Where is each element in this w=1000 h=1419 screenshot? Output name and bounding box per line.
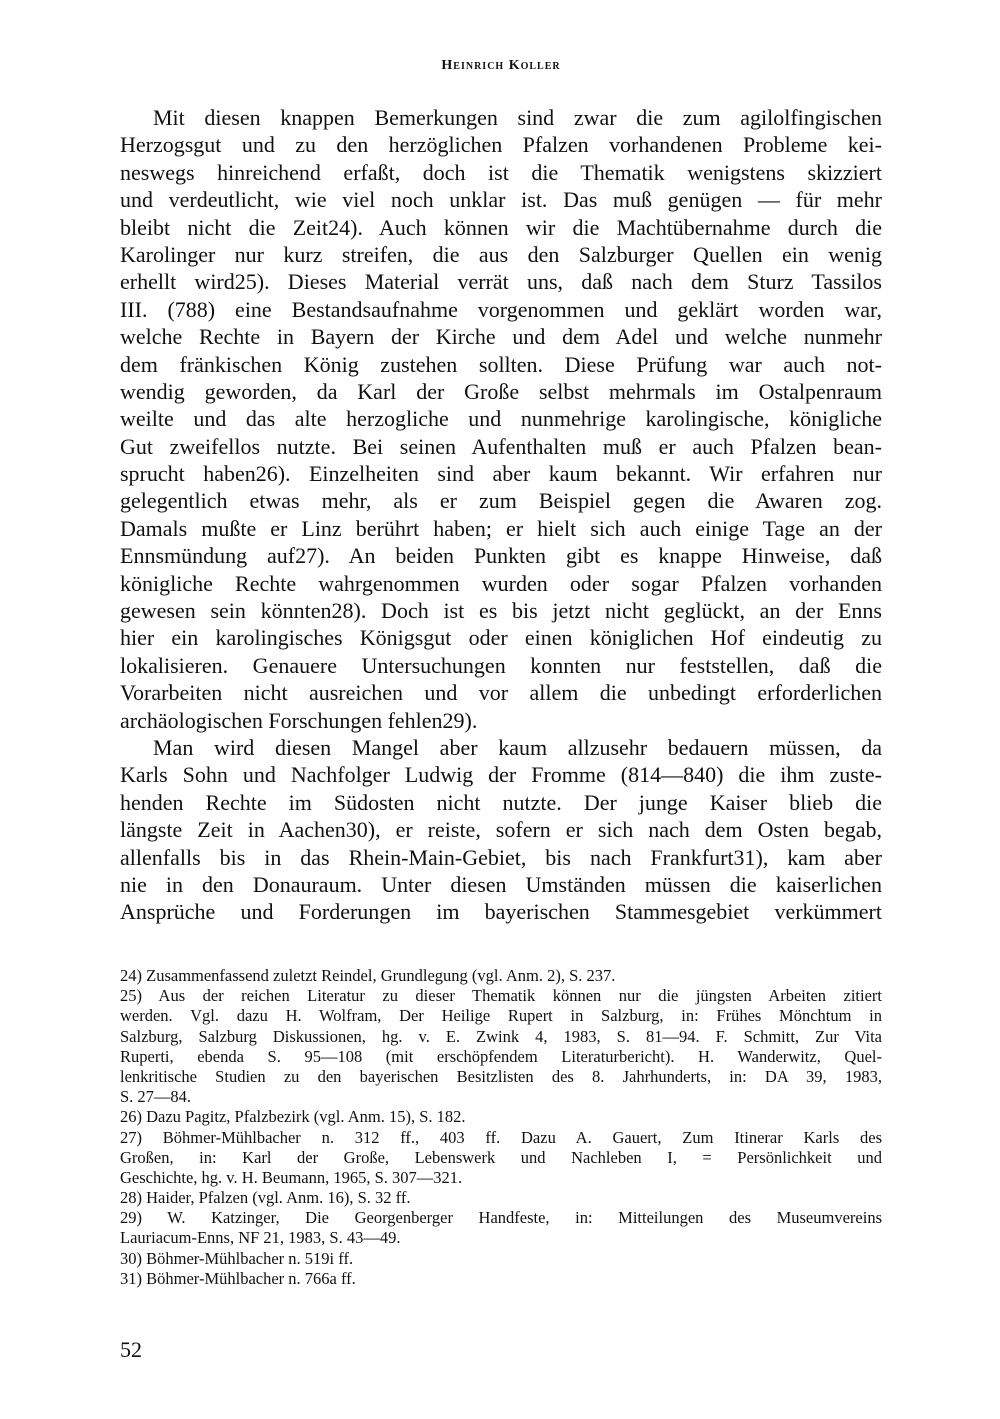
text-line: Ansprüche und Forderungen im bayerischen Stammesgebiet verkümmert (120, 899, 882, 925)
text-line: nie in den Donauraum. Unter diesen Umständen müssen die kaiserlichen (120, 871, 882, 897)
footnote-30: 30) Böhmer-Mühlbacher n. 519i ff. (120, 1248, 354, 1268)
footnote-line: Geschichte, hg. v. H. Beumann, 1965, S. 307—321. (120, 1167, 463, 1187)
text-line: III. (788) eine Bestandsaufnahme vorgenommen und geklärt worden war, (120, 296, 882, 322)
text-line: Karolinger nur kurz streifen, die aus den Salzburger Quellen ein wenig (120, 241, 882, 267)
footnote-31: 31) Böhmer-Mühlbacher n. 766a ff. (120, 1268, 356, 1288)
text-line: wendig geworden, da Karl der Große selbst mehrmals im Ostalpenraum (120, 378, 882, 404)
footnote-line: S. 27—84. (120, 1087, 192, 1107)
footnote-29: 29) W. Katzinger, Die Georgenberger Handfeste, in: Mitteilungen des Museumvereins (120, 1208, 882, 1228)
text-line: Mit diesen knappen Bemerkungen sind zwar die zum agilolfingischen (153, 105, 882, 130)
footnote-27: 27) Böhmer-Mühlbacher n. 312 ff., 403 ff. Dazu A. Gauert, Zum Itinerar Karls des (120, 1127, 882, 1147)
text-line: Karls Sohn und Nachfolger Ludwig der Fromme (814—840) die ihm zuste- (120, 762, 882, 788)
footnote-line: lenkritische Studien zu den bayerischen Besitzlisten des 8. Jahrhunderts, in: DA 39, 1983, (120, 1066, 882, 1086)
text-line: längste Zeit in Aachen30), er reiste, sofern er sich nach dem Osten begab, (120, 817, 882, 843)
text-line: Man wird diesen Mangel aber kaum allzusehr bedauern müssen, da (153, 734, 882, 760)
text-line: henden Rechte im Südosten nicht nutzte. Der junge Kaiser blieb die (120, 789, 882, 815)
text-line: sprucht haben26). Einzelheiten sind aber kaum bekannt. Wir erfahren nur (120, 461, 882, 487)
text-line: Gut zweifellos nutzte. Bei seinen Aufenthalten muß er auch Pfalzen bean- (120, 433, 882, 459)
footnote-line: Ruperti, ebenda S. 95—108 (mit erschöpfendem Literaturbericht). H. Wanderwitz, Quel- (120, 1046, 882, 1066)
page (120, 0, 882, 1419)
text-line: dem fränkischen König zustehen sollten. Diese Prüfung war auch not- (120, 351, 882, 377)
text-line: Ennsmündung auf27). An beiden Punkten gibt es knappe Hinweise, daß (120, 543, 882, 569)
footnote-line: Großen, in: Karl der Große, Lebenswerk und Nachleben I, = Persönlichkeit und (120, 1147, 882, 1167)
footnote-line: Lauriacum-Enns, NF 21, 1983, S. 43—49. (120, 1228, 401, 1248)
text-line: archäologischen Forschungen fehlen29). (120, 707, 478, 733)
text-line: gelegentlich etwas mehr, als er zum Beispiel gegen die Awaren zog. (120, 488, 882, 514)
text-line: und verdeutlicht, wie viel noch unklar ist. Das muß genügen — für mehr (120, 187, 882, 213)
footnote-26: 26) Dazu Pagitz, Pfalzbezirk (vgl. Anm. 15), S. 182. (120, 1107, 466, 1127)
text-line: lokalisieren. Genauere Untersuchungen konnten nur feststellen, daß die (120, 652, 882, 678)
text-line: welche Rechte in Bayern der Kirche und dem Adel und welche nunmehr (120, 324, 882, 350)
text-line: gewesen sein könnten28). Doch ist es bis jetzt nicht geglückt, an der Enns (120, 598, 882, 624)
text-line: erhellt wird25). Dieses Material verrät uns, daß nach dem Sturz Tassilos (120, 269, 882, 295)
footnote-line: Salzburg, Salzburg Diskussionen, hg. v. E. Zwink 4, 1983, S. 81—94. F. Schmitt, Zur Vita (120, 1026, 882, 1046)
text-line: Herzogsgut und zu den herzöglichen Pfalzen vorhandenen Probleme kei- (120, 132, 882, 158)
page-number: 52 (120, 1337, 142, 1362)
footnotes (120, 966, 882, 1289)
footnote-28: 28) Haider, Pfalzen (vgl. Anm. 16), S. 32 ff. (120, 1188, 411, 1208)
text-line: neswegs hinreichend erfaßt, doch ist die Thematik wenigstens skizziert (120, 159, 882, 185)
text-line: königliche Rechte wahrgenommen wurden oder sogar Pfalzen vorhanden (120, 570, 882, 596)
footnote-25: 25) Aus der reichen Literatur zu dieser Thematik können nur die jüngsten Arbeiten zitiert (120, 986, 882, 1006)
footnote-24: 24) Zusammenfassend zuletzt Reindel, Grundlegung (vgl. Anm. 2), S. 237. (120, 966, 616, 985)
running-head: Heinrich Koller (441, 58, 561, 73)
text-line: bleibt nicht die Zeit24). Auch können wir die Machtübernahme durch die (120, 214, 882, 240)
text-line: Damals mußte er Linz berührt haben; er hielt sich auch einige Tage an der (120, 515, 882, 541)
text-line: Vorarbeiten nicht ausreichen und vor allem die unbedingt erforderlichen (120, 680, 882, 706)
text-line: hier ein karolingisches Königsgut oder einen königlichen Hof eindeutig zu (120, 625, 882, 651)
body-text (120, 104, 882, 926)
text-line: allenfalls bis in das Rhein-Main-Gebiet, bis nach Frankfurt31), kam aber (120, 844, 882, 870)
text-line: weilte und das alte herzogliche und nunmehrige karolingische, königliche (120, 406, 882, 432)
footnote-line: werden. Vgl. dazu H. Wolfram, Der Heilige Rupert in Salzburg, in: Frühes Mönchtum in (120, 1006, 882, 1026)
